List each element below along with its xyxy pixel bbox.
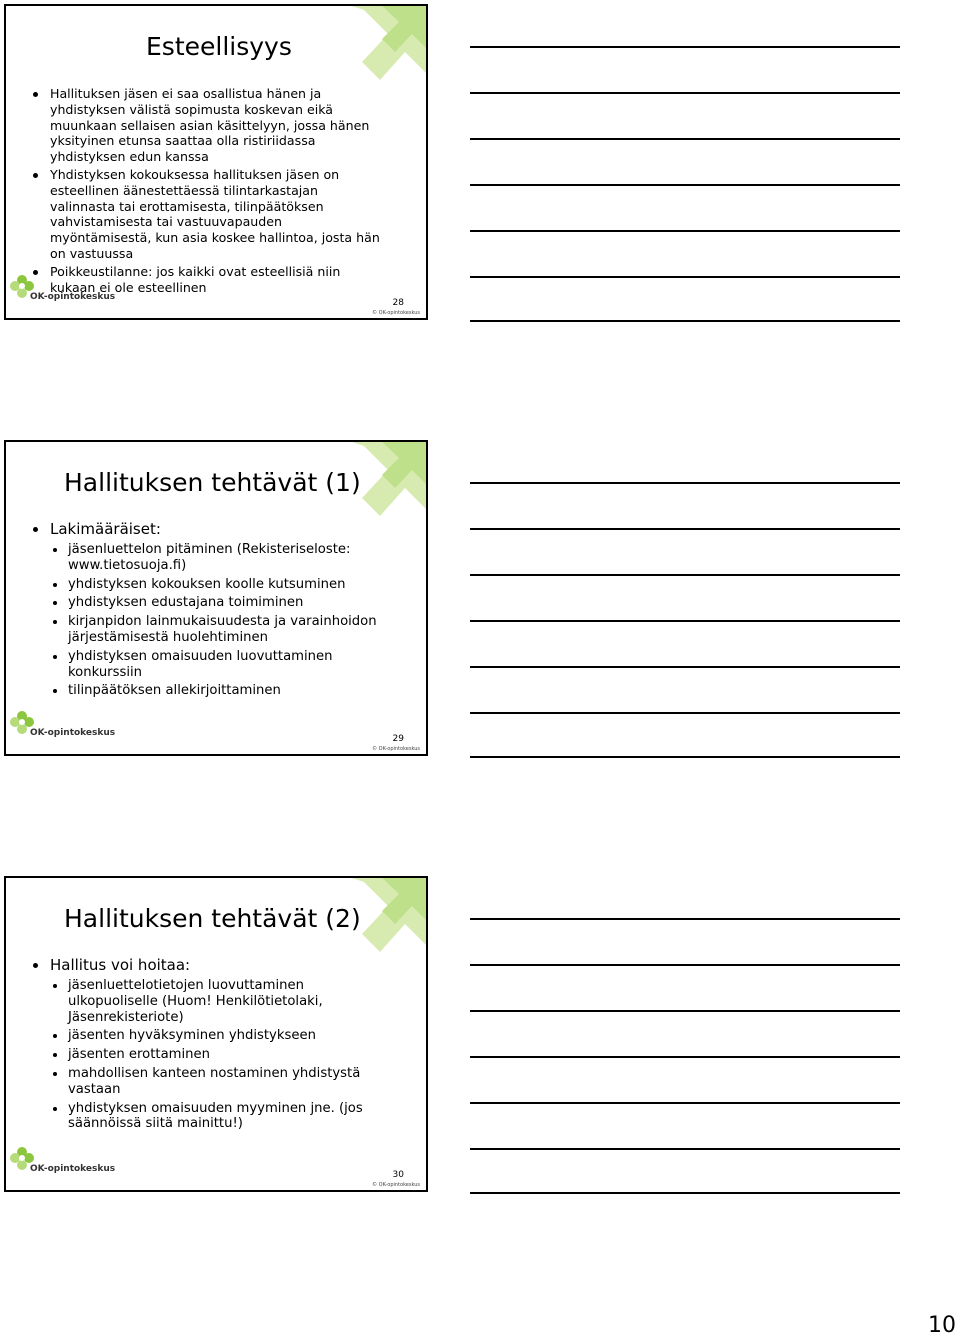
slide-title: Hallituksen tehtävät (2) <box>64 904 361 933</box>
logo <box>10 1146 116 1180</box>
list-item: Poikkeustilanne: jos kaikki ovat esteellisiä niin kukaan ei ole esteellinen <box>32 264 386 296</box>
list-item: yhdistyksen kokouksen koolle kutsuminen <box>52 577 392 593</box>
logo-text: OK-opintokeskus <box>30 728 116 738</box>
logo <box>10 710 116 744</box>
list-item: yhdistyksen edustajana toimiminen <box>52 595 392 611</box>
list-item: jäsenten erottaminen <box>52 1047 392 1063</box>
slide-title: Hallituksen tehtävät (1) <box>64 468 361 497</box>
list-item: jäsenten hyväksyminen yhdistykseen <box>52 1028 392 1044</box>
list-item: Hallituksen jäsen ei saa osallistua hänen ja yhdistyksen välistä sopimusta koskevan eikä muunkaan sellaisen asian käsittelyyn, jossa hänen yksityinen etunsa saattaa olla ristiriidassa yhdistyksen edun kanssa <box>32 86 386 165</box>
list-item: jäsenluettelon pitäminen (Rekisteriseloste: www.tietosuoja.fi) <box>52 542 392 574</box>
section-heading: Hallitus voi hoitaa: <box>32 956 190 974</box>
task-list <box>52 978 392 1135</box>
arrow-decoration-icon <box>300 4 428 82</box>
section-heading: Lakimääräiset: <box>32 520 161 538</box>
logo-text: OK-opintokeskus <box>30 1164 116 1174</box>
list-item: yhdistyksen omaisuuden luovuttaminen konkurssiin <box>52 649 392 681</box>
slide-title: Esteellisyys <box>146 32 292 61</box>
list-item: yhdistyksen omaisuuden myyminen jne. (jos säännöissä siitä mainittu!) <box>52 1101 392 1133</box>
copyright: © OK-opintokeskus <box>372 1182 420 1188</box>
list-item: tilinpäätöksen allekirjoittaminen <box>52 683 392 699</box>
page-number: 10 <box>928 1313 956 1338</box>
task-list <box>52 542 392 702</box>
bullet-list <box>32 86 386 297</box>
copyright: © OK-opintokeskus <box>372 746 420 752</box>
list-item: Yhdistyksen kokouksessa hallituksen jäsen on esteellinen äänestettäessä tilintarkastajan valinnasta tai erottamisesta, tilinpäätöksen vahvistamisesta tai vastuuvapauden myöntämisestä, kun asia koskee hallintoa, josta hän on vastuussa <box>32 167 386 262</box>
logo-text: OK-opintokeskus <box>30 292 116 302</box>
slide-number: 29 <box>392 734 404 744</box>
copyright: © OK-opintokeskus <box>372 310 420 316</box>
slide-number: 28 <box>392 298 404 308</box>
slide-28 <box>4 4 428 320</box>
list-item: mahdollisen kanteen nostaminen yhdistystä vastaan <box>52 1066 392 1098</box>
list-item: jäsenluettelotietojen luovuttaminen ulkopuoliselle (Huom! Henkilötietolaki, Jäsenrekisteriote) <box>52 978 392 1025</box>
slide-29 <box>4 440 428 756</box>
slide-number: 30 <box>392 1170 404 1180</box>
logo <box>10 274 116 308</box>
slide-30 <box>4 876 428 1192</box>
list-item: kirjanpidon lainmukaisuudesta ja varainhoidon järjestämisestä huolehtiminen <box>52 614 392 646</box>
